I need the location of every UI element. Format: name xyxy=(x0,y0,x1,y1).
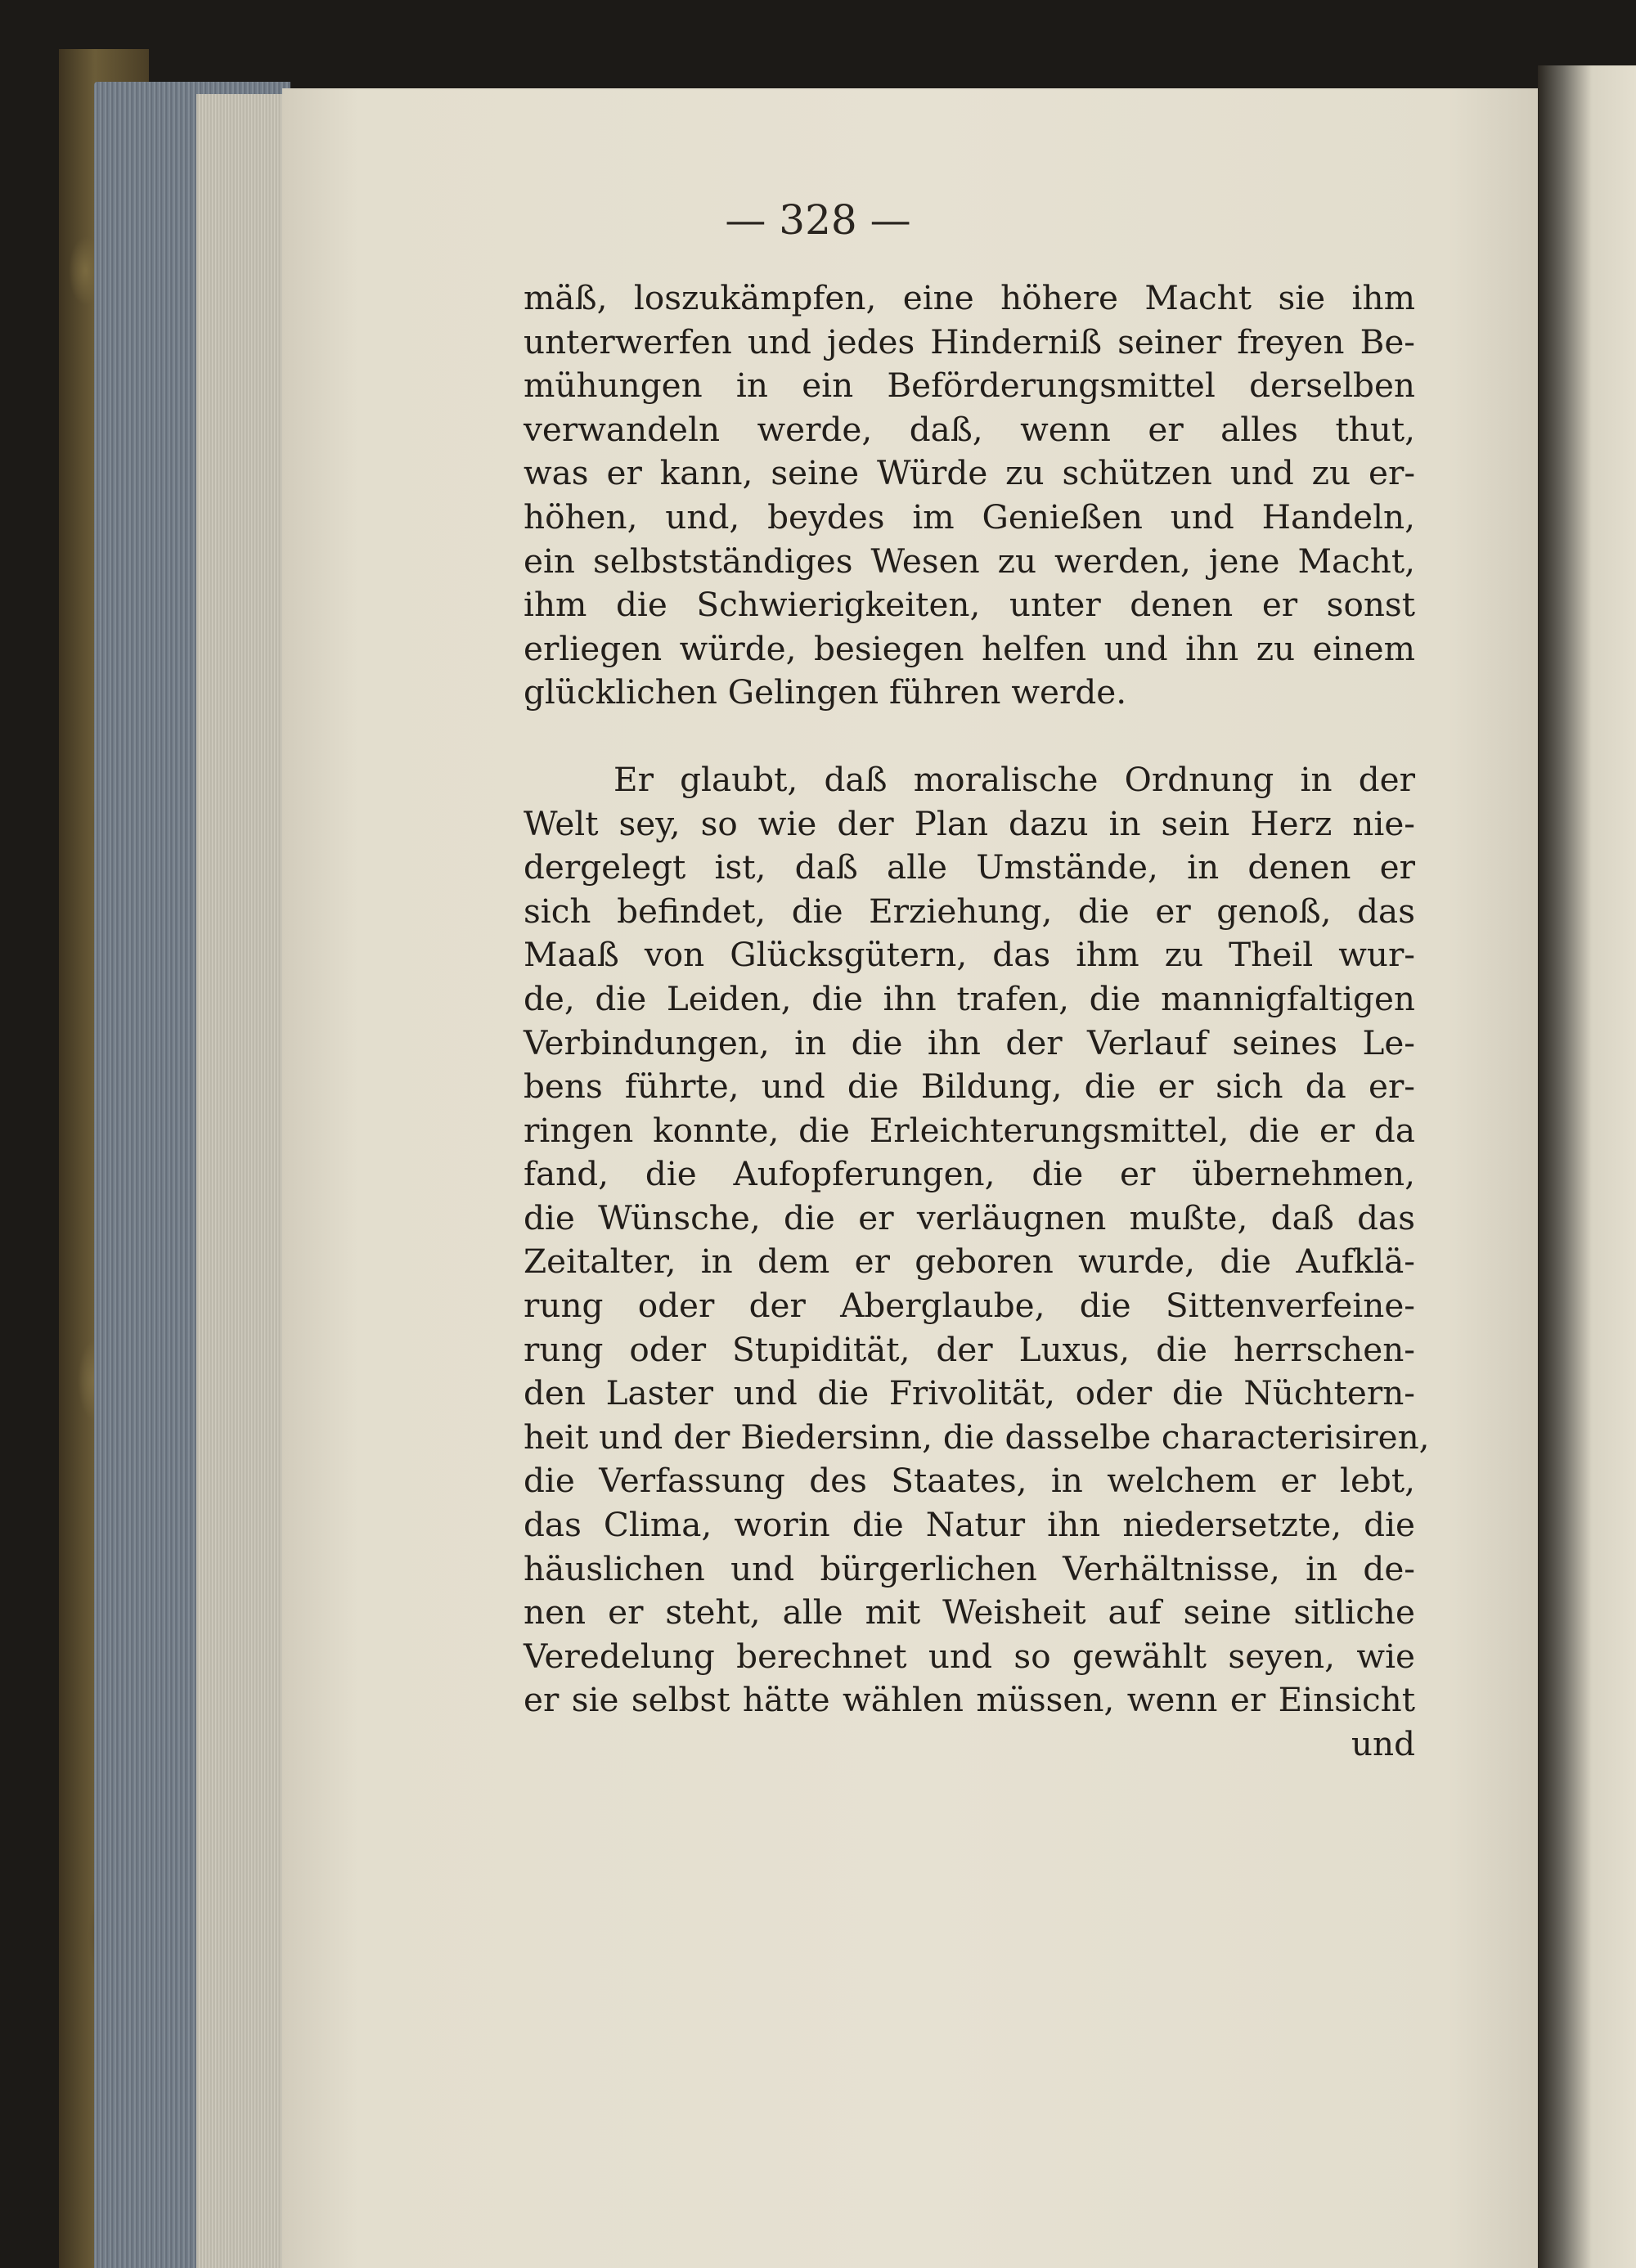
text-line: den Laster und die Frivolität, oder die Nüchtern- xyxy=(524,1373,1415,1413)
body-text xyxy=(524,276,1430,1767)
text-line: ihm die Schwierigkeiten, unter denen er sonst xyxy=(524,585,1415,625)
text-line: sich befindet, die Erziehung, die er genoß, das xyxy=(524,891,1415,931)
paragraph-1 xyxy=(524,276,1415,715)
text-line: mäß, loszukämpfen, eine höhere Macht sie ihm xyxy=(524,278,1415,317)
text-line: Veredelung berechnet und so gewählt seyen, wie xyxy=(524,1636,1415,1676)
text-line: erliegen würde, besiegen helfen und ihn zu einem xyxy=(524,628,1415,668)
text-line: dergelegt ist, daß alle Umstände, in denen er xyxy=(524,847,1415,887)
text-line: rung oder der Aberglaube, die Sittenverfeine- xyxy=(524,1286,1415,1326)
paragraph-2 xyxy=(524,758,1430,1722)
text-line: rung oder Stupidität, der Luxus, die herrschen- xyxy=(524,1329,1415,1369)
text-line: glücklichen Gelingen führen werde. xyxy=(524,672,1127,712)
catchword: und xyxy=(1351,1724,1415,1763)
text-line: Verbindungen, in die ihn der Verlauf seines Le- xyxy=(524,1022,1415,1062)
paragraph-gap xyxy=(524,715,1415,758)
text-line: er sie selbst hätte wählen müssen, wenn er Einsicht xyxy=(524,1680,1415,1720)
text-line: was er kann, seine Würde zu schützen und zu er- xyxy=(524,453,1415,493)
text-line: das Clima, worin die Natur ihn niedersetzte, die xyxy=(524,1505,1415,1545)
page-number: — 328 — xyxy=(725,196,911,244)
text-line: heit und der Biedersinn, die dasselbe characterisiren, xyxy=(524,1417,1430,1457)
text-line: Maaß von Glücksgütern, das ihm zu Theil wur- xyxy=(524,935,1415,975)
text-line: die Verfassung des Staates, in welchem er lebt, xyxy=(524,1461,1415,1501)
text-line: Welt sey, so wie der Plan dazu in sein Herz nie- xyxy=(524,803,1415,843)
page-edge-light xyxy=(196,94,294,2268)
text-line: ein selbstständiges Wesen zu werden, jene Macht, xyxy=(524,541,1415,581)
text-line: unterwerfen und jedes Hinderniß seiner freyen Be- xyxy=(524,321,1415,362)
text-line: de, die Leiden, die ihn trafen, die mannigfaltigen xyxy=(524,978,1415,1018)
text-line: häuslichen und bürgerlichen Verhältnisse, in de- xyxy=(524,1548,1415,1588)
text-line: nen er steht, alle mit Weisheit auf seine sitliche xyxy=(524,1592,1415,1633)
facing-page-gutter xyxy=(1538,65,1636,2268)
text-line: höhen, und, beydes im Genießen und Handeln, xyxy=(524,496,1415,537)
text-line: Zeitalter, in dem er geboren wurde, die Aufklä- xyxy=(524,1242,1415,1282)
text-line: Er glaubt, daß moralische Ordnung in der xyxy=(614,759,1415,799)
text-line: die Wünsche, die er verläugnen mußte, daß das xyxy=(524,1197,1415,1237)
text-line: fand, die Aufopferungen, die er übernehmen, xyxy=(524,1154,1415,1194)
text-line: verwandeln werde, daß, wenn er alles thut, xyxy=(524,409,1415,449)
text-line: bens führte, und die Bildung, die er sich da er- xyxy=(524,1067,1415,1107)
text-line: ringen konnte, die Erleichterungsmittel, die er da xyxy=(524,1110,1415,1150)
text-line: mühungen in ein Beförderungsmittel derselben xyxy=(524,366,1415,406)
